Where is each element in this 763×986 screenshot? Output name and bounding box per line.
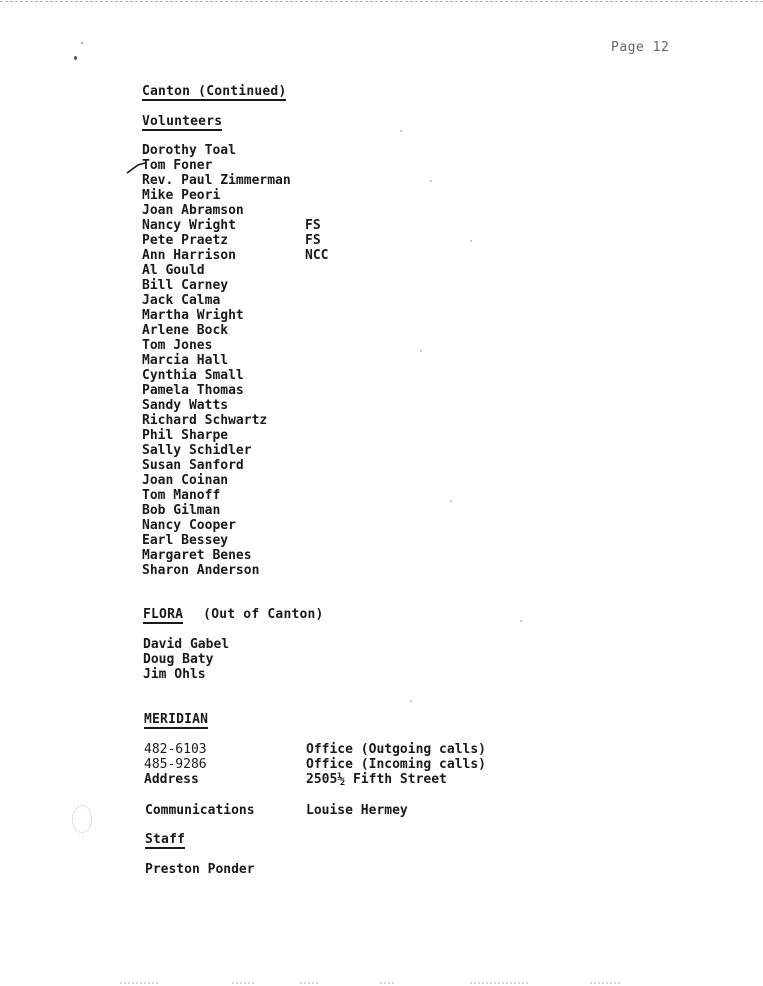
volunteer-name: Bill Carney — [142, 278, 229, 293]
canton-heading-text: Canton (Continued) — [142, 84, 287, 99]
list-item — [142, 488, 291, 503]
volunteer-name: Joan Coinan — [142, 473, 229, 488]
flora-name: Doug Baty — [143, 652, 214, 667]
list-item — [142, 443, 291, 458]
list-item — [142, 308, 291, 323]
list-item — [142, 533, 291, 548]
list-item — [142, 518, 291, 533]
list-item — [142, 353, 291, 368]
staff-heading — [145, 832, 185, 847]
scan-speck — [420, 350, 422, 352]
phone-outgoing-label: Office (Outgoing calls) — [306, 742, 487, 757]
scan-speck — [520, 620, 522, 622]
volunteers-heading-text: Volunteers — [142, 114, 223, 129]
list-item — [142, 143, 291, 158]
flora-heading — [143, 607, 324, 622]
volunteer-tag: FS — [305, 218, 321, 233]
volunteers-heading — [142, 114, 222, 129]
volunteer-tag: FS — [305, 233, 321, 248]
scan-speck — [72, 805, 92, 833]
address-label: Address — [144, 772, 199, 787]
volunteer-name: Marcia Hall — [142, 353, 229, 368]
meridian-heading-text: MERIDIAN — [144, 712, 209, 727]
list-item — [142, 398, 291, 413]
list-item — [142, 548, 291, 563]
scan-speck — [470, 240, 472, 242]
communications-value: Louise Hermey — [306, 803, 408, 818]
list-item — [142, 428, 291, 443]
flora-subheading: (Out of Canton) — [203, 607, 324, 622]
top-edge-rule — [0, 1, 763, 2]
volunteer-name: Margaret Benes — [142, 548, 252, 563]
scan-speck — [400, 130, 402, 132]
stray-mark — [81, 42, 83, 44]
flora-name: David Gabel — [143, 637, 230, 652]
volunteer-name: Cynthia Small — [142, 368, 244, 383]
list-item — [142, 278, 291, 293]
volunteer-name: Martha Wright — [142, 308, 244, 323]
scan-speck — [410, 700, 412, 702]
volunteer-name: Tom Jones — [142, 338, 213, 353]
meridian-heading — [144, 712, 208, 727]
canton-heading — [142, 84, 286, 99]
volunteer-name: Sharon Anderson — [142, 563, 260, 578]
volunteer-name: Ann Harrison — [142, 248, 236, 263]
list-item — [142, 293, 291, 308]
list-item — [142, 473, 291, 488]
list-item — [142, 383, 291, 398]
list-item — [142, 503, 291, 518]
volunteer-name: Susan Sanford — [142, 458, 244, 473]
stray-mark — [74, 56, 77, 60]
list-item — [142, 323, 291, 338]
page-number: Page 12 — [611, 40, 670, 55]
list-item — [142, 263, 291, 278]
phone-outgoing: 482-6103 — [144, 742, 207, 757]
list-item — [142, 413, 291, 428]
communications-label: Communications — [145, 803, 255, 818]
volunteer-name: Tom Manoff — [142, 488, 221, 503]
volunteer-name: Pete Praetz — [142, 233, 229, 248]
volunteer-name: Earl Bessey — [142, 533, 229, 548]
list-item — [142, 368, 291, 383]
scan-speck — [430, 180, 432, 182]
volunteer-name: Pamela Thomas — [142, 383, 244, 398]
volunteer-name: Rev. Paul Zimmerman — [142, 173, 291, 188]
volunteer-name: Al Gould — [142, 263, 205, 278]
volunteer-name: Tom Foner — [142, 158, 213, 173]
list-item — [142, 233, 321, 248]
list-item — [142, 248, 329, 263]
staff-heading-text: Staff — [145, 832, 186, 847]
volunteer-name: Bob Gilman — [142, 503, 221, 518]
list-item — [142, 203, 291, 218]
volunteer-name: Phil Sharpe — [142, 428, 229, 443]
list-item — [142, 563, 291, 578]
staff-name: Preston Ponder — [145, 862, 255, 877]
phone-incoming-label: Office (Incoming calls) — [306, 757, 487, 772]
phone-incoming: 485-9286 — [144, 757, 207, 772]
flora-list — [143, 637, 229, 682]
volunteer-tag: NCC — [305, 248, 329, 263]
scan-speck — [450, 500, 452, 502]
flora-name: Jim Ohls — [143, 667, 206, 682]
volunteer-name: Nancy Cooper — [142, 518, 236, 533]
list-item — [142, 173, 291, 188]
list-item — [143, 652, 229, 667]
address-value: 2505½ Fifth Street — [306, 772, 447, 787]
volunteer-name: Richard Schwartz — [142, 413, 268, 428]
list-item — [142, 458, 291, 473]
list-item — [143, 637, 229, 652]
volunteer-name: Nancy Wright — [142, 218, 236, 233]
bottom-edge-marks — [0, 980, 763, 986]
volunteer-name: Dorothy Toal — [142, 143, 236, 158]
volunteer-name: Mike Peori — [142, 188, 221, 203]
volunteer-name: Jack Calma — [142, 293, 221, 308]
list-item — [142, 158, 291, 173]
flora-heading-text: FLORA — [143, 607, 184, 622]
volunteer-name: Joan Abramson — [142, 203, 244, 218]
volunteer-name: Sandy Watts — [142, 398, 229, 413]
list-item — [142, 218, 321, 233]
volunteers-list — [142, 143, 329, 578]
list-item — [143, 667, 229, 682]
volunteer-name: Sally Schidler — [142, 443, 252, 458]
list-item — [142, 188, 291, 203]
list-item — [142, 338, 291, 353]
volunteer-name: Arlene Bock — [142, 323, 229, 338]
